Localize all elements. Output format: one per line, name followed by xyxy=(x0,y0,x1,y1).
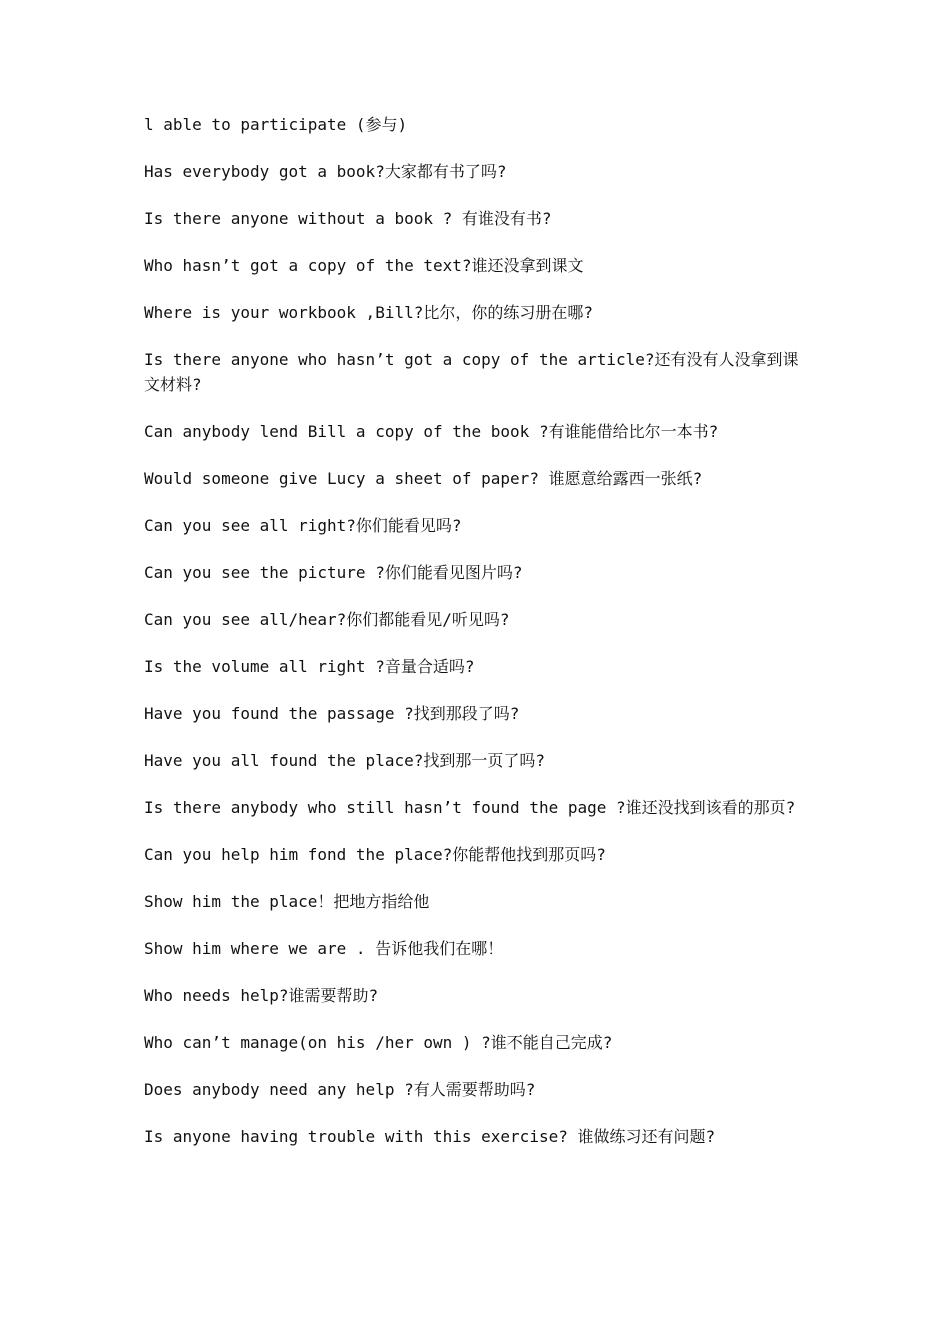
text-line: Who needs help?谁需要帮助? xyxy=(144,986,379,1005)
text-line: Who can’t manage(on his /her own ) ?谁不能自己完成? xyxy=(144,1033,613,1052)
text-line: Show him where we are . 告诉他我们在哪！ xyxy=(144,939,504,958)
text-line: Can anybody lend Bill a copy of the book ?有谁能借给比尔一本书? xyxy=(144,422,719,441)
text-line: Is there anyone without a book ? 有谁没有书? xyxy=(144,209,552,228)
text-line: Can you see all/hear?你们都能看见/听见吗? xyxy=(144,610,510,629)
text-line: Where is your workbook ,Bill?比尔，你的练习册在哪? xyxy=(144,303,593,322)
text-line: Is anyone having trouble with this exercise? 谁做练习还有问题? xyxy=(144,1127,716,1146)
text-line: Does anybody need any help ?有人需要帮助吗? xyxy=(144,1080,536,1099)
text-line: Can you help him fond the place?你能帮他找到那页吗? xyxy=(144,845,606,864)
text-line: Show him the place！把地方指给他 xyxy=(144,892,430,911)
text-line: Is there anyone who hasn’t got a copy of the article?还有没有人没拿到课文材料? xyxy=(144,350,799,394)
text-line: Is there anybody who still hasn’t found the page ?谁还没找到该看的那页? xyxy=(144,798,796,817)
text-line: Have you found the passage ?找到那段了吗? xyxy=(144,704,520,723)
text-line: Can you see all right?你们能看见吗? xyxy=(144,516,462,535)
text-line: Would someone give Lucy a sheet of paper? 谁愿意给露西一张纸? xyxy=(144,469,703,488)
text-line: Has everybody got a book?大家都有书了吗? xyxy=(144,162,507,181)
document-body xyxy=(144,112,814,1171)
text-line: l able to participate (参与) xyxy=(144,115,408,134)
text-line: Who hasn’t got a copy of the text?谁还没拿到课文 xyxy=(144,256,584,275)
text-line: Have you all found the place?找到那一页了吗? xyxy=(144,751,545,770)
text-line: Is the volume all right ?音量合适吗? xyxy=(144,657,475,676)
text-line: Can you see the picture ?你们能看见图片吗? xyxy=(144,563,523,582)
